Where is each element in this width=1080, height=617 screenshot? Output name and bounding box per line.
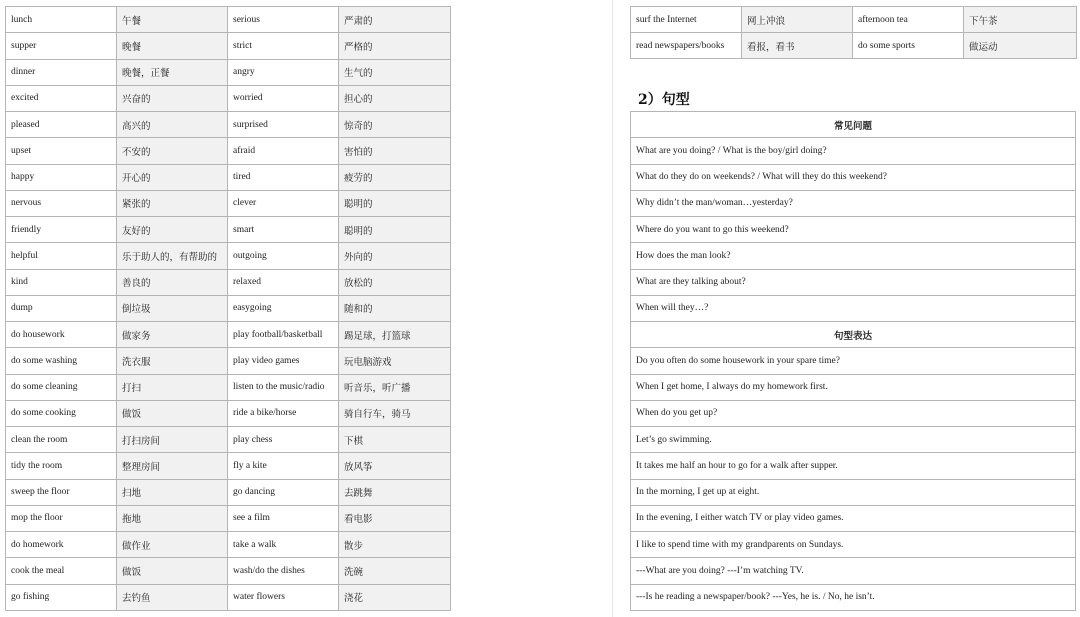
- english-term: helpful: [6, 243, 117, 269]
- question-sentence: What are they talking about?: [631, 269, 1076, 295]
- vocab-row: [6, 7, 451, 33]
- vocab-row: [6, 217, 451, 243]
- question-sentence-row: [631, 164, 1076, 190]
- chinese-meaning: 外向的: [339, 243, 451, 269]
- english-term: mop the floor: [6, 505, 117, 531]
- english-term: nervous: [6, 190, 117, 216]
- english-term: play chess: [228, 427, 339, 453]
- vocab-row: [6, 243, 451, 269]
- chinese-meaning: 扫地: [117, 479, 228, 505]
- chinese-meaning: 严格的: [339, 33, 451, 59]
- chinese-meaning: 骑自行车，骑马: [339, 400, 451, 426]
- chinese-meaning: 下午茶: [964, 7, 1077, 33]
- expression-sentence-row: [631, 505, 1076, 531]
- english-term: worried: [228, 85, 339, 111]
- english-term: relaxed: [228, 269, 339, 295]
- chinese-meaning: 洗衣服: [117, 348, 228, 374]
- questions-header: 常见问题: [631, 112, 1076, 138]
- expression-sentence: Let’s go swimming.: [631, 427, 1076, 453]
- english-term: friendly: [6, 217, 117, 243]
- question-sentence: Why didn’t the man/woman…yesterday?: [631, 190, 1076, 216]
- question-sentence: Where do you want to go this weekend?: [631, 217, 1076, 243]
- english-term: take a walk: [228, 532, 339, 558]
- chinese-meaning: 放风筝: [339, 453, 451, 479]
- vocab-row: [6, 190, 451, 216]
- chinese-meaning: 打扫: [117, 374, 228, 400]
- english-term: do housework: [6, 322, 117, 348]
- expressions-header-row: [631, 322, 1076, 348]
- vocab-row: [6, 112, 451, 138]
- chinese-meaning: 去跳舞: [339, 479, 451, 505]
- question-sentence: When will they…?: [631, 295, 1076, 321]
- english-term: angry: [228, 59, 339, 85]
- vocab-row: [6, 532, 451, 558]
- vocab-row: [6, 374, 451, 400]
- english-term: surprised: [228, 112, 339, 138]
- vocab-row: [6, 400, 451, 426]
- vocab-row: [631, 33, 1077, 59]
- vocab-row: [6, 269, 451, 295]
- english-term: ride a bike/horse: [228, 400, 339, 426]
- chinese-meaning: 不安的: [117, 138, 228, 164]
- english-term: do some cooking: [6, 400, 117, 426]
- question-sentence-row: [631, 295, 1076, 321]
- expression-sentence: When I get home, I always do my homework first.: [631, 374, 1076, 400]
- expressions-header: 句型表达: [631, 322, 1076, 348]
- expression-sentence-row: [631, 453, 1076, 479]
- question-sentence-row: [631, 217, 1076, 243]
- chinese-meaning: 踢足球，打篮球: [339, 322, 451, 348]
- chinese-meaning: 看电影: [339, 505, 451, 531]
- sentence-patterns-table: [630, 111, 1076, 611]
- chinese-meaning: 打扫房间: [117, 427, 228, 453]
- question-sentence: What do they do on weekends? / What will they do this weekend?: [631, 164, 1076, 190]
- chinese-meaning: 疲劳的: [339, 164, 451, 190]
- expression-sentence: ---What are you doing? ---I’m watching TV.: [631, 558, 1076, 584]
- english-term: lunch: [6, 7, 117, 33]
- chinese-meaning: 聪明的: [339, 190, 451, 216]
- expression-sentence-row: [631, 374, 1076, 400]
- english-term: dinner: [6, 59, 117, 85]
- chinese-meaning: 网上冲浪: [742, 7, 853, 33]
- chinese-meaning: 善良的: [117, 269, 228, 295]
- expression-sentence: ---Is he reading a newspaper/book? ---Yes, he is. / No, he isn’t.: [631, 584, 1076, 611]
- chinese-meaning: 惊奇的: [339, 112, 451, 138]
- english-term: water flowers: [228, 584, 339, 611]
- chinese-meaning: 拖地: [117, 505, 228, 531]
- expression-sentence: I like to spend time with my grandparents on Sundays.: [631, 532, 1076, 558]
- english-term: do some cleaning: [6, 374, 117, 400]
- chinese-meaning: 午餐: [117, 7, 228, 33]
- chinese-meaning: 听音乐，听广播: [339, 374, 451, 400]
- vocab-row: [6, 59, 451, 85]
- expression-sentence-row: [631, 532, 1076, 558]
- vocab-row: [6, 479, 451, 505]
- chinese-meaning: 害怕的: [339, 138, 451, 164]
- chinese-meaning: 做作业: [117, 532, 228, 558]
- questions-header-row: [631, 112, 1076, 138]
- english-term: afraid: [228, 138, 339, 164]
- vocabulary-table-left: [5, 6, 451, 611]
- section-heading: 2）句型: [638, 92, 690, 108]
- expression-sentence-row: [631, 400, 1076, 426]
- english-term: outgoing: [228, 243, 339, 269]
- english-term: smart: [228, 217, 339, 243]
- english-term: clean the room: [6, 427, 117, 453]
- english-term: fly a kite: [228, 453, 339, 479]
- vocab-row: [6, 85, 451, 111]
- question-sentence: How does the man look?: [631, 243, 1076, 269]
- english-term: surf the Internet: [631, 7, 742, 33]
- chinese-meaning: 整理房间: [117, 453, 228, 479]
- chinese-meaning: 随和的: [339, 295, 451, 321]
- english-term: play video games: [228, 348, 339, 374]
- question-sentence-row: [631, 269, 1076, 295]
- chinese-meaning: 玩电脑游戏: [339, 348, 451, 374]
- english-term: do homework: [6, 532, 117, 558]
- expression-sentence-row: [631, 479, 1076, 505]
- chinese-meaning: 做运动: [964, 33, 1077, 59]
- question-sentence: What are you doing? / What is the boy/girl doing?: [631, 138, 1076, 164]
- expression-sentence: When do you get up?: [631, 400, 1076, 426]
- question-sentence-row: [631, 190, 1076, 216]
- english-term: do some washing: [6, 348, 117, 374]
- english-term: tidy the room: [6, 453, 117, 479]
- english-term: see a film: [228, 505, 339, 531]
- english-term: kind: [6, 269, 117, 295]
- chinese-meaning: 开心的: [117, 164, 228, 190]
- chinese-meaning: 兴奋的: [117, 85, 228, 111]
- vocab-row: [6, 33, 451, 59]
- page-divider: [612, 0, 613, 617]
- expression-sentence: Do you often do some housework in your spare time?: [631, 348, 1076, 374]
- chinese-meaning: 友好的: [117, 217, 228, 243]
- chinese-meaning: 倒垃圾: [117, 295, 228, 321]
- english-term: go fishing: [6, 584, 117, 611]
- english-term: wash/do the dishes: [228, 558, 339, 584]
- expression-sentence-row: [631, 558, 1076, 584]
- english-term: listen to the music/radio: [228, 374, 339, 400]
- english-term: go dancing: [228, 479, 339, 505]
- english-term: serious: [228, 7, 339, 33]
- english-term: read newspapers/books: [631, 33, 742, 59]
- english-term: clever: [228, 190, 339, 216]
- vocab-row: [6, 558, 451, 584]
- chinese-meaning: 晚餐: [117, 33, 228, 59]
- chinese-meaning: 严肃的: [339, 7, 451, 33]
- chinese-meaning: 放松的: [339, 269, 451, 295]
- english-term: supper: [6, 33, 117, 59]
- english-term: strict: [228, 33, 339, 59]
- chinese-meaning: 看报，看书: [742, 33, 853, 59]
- expression-sentence-row: [631, 584, 1076, 611]
- question-sentence-row: [631, 243, 1076, 269]
- chinese-meaning: 生气的: [339, 59, 451, 85]
- chinese-meaning: 晚餐，正餐: [117, 59, 228, 85]
- english-term: afternoon tea: [853, 7, 964, 33]
- vocab-row: [6, 348, 451, 374]
- english-term: excited: [6, 85, 117, 111]
- expression-sentence: It takes me half an hour to go for a walk after supper.: [631, 453, 1076, 479]
- chinese-meaning: 下棋: [339, 427, 451, 453]
- chinese-meaning: 浇花: [339, 584, 451, 611]
- chinese-meaning: 洗碗: [339, 558, 451, 584]
- english-term: tired: [228, 164, 339, 190]
- english-term: sweep the floor: [6, 479, 117, 505]
- question-sentence-row: [631, 138, 1076, 164]
- expression-sentence: In the evening, I either watch TV or play video games.: [631, 505, 1076, 531]
- vocab-row: [6, 295, 451, 321]
- english-term: dump: [6, 295, 117, 321]
- chinese-meaning: 去钓鱼: [117, 584, 228, 611]
- english-term: play football/basketball: [228, 322, 339, 348]
- chinese-meaning: 做饭: [117, 558, 228, 584]
- english-term: pleased: [6, 112, 117, 138]
- english-term: upset: [6, 138, 117, 164]
- chinese-meaning: 担心的: [339, 85, 451, 111]
- chinese-meaning: 聪明的: [339, 217, 451, 243]
- vocab-row: [6, 322, 451, 348]
- expression-sentence: In the morning, I get up at eight.: [631, 479, 1076, 505]
- english-term: do some sports: [853, 33, 964, 59]
- vocab-row: [6, 138, 451, 164]
- chinese-meaning: 乐于助人的，有帮助的: [117, 243, 228, 269]
- vocabulary-table-right: [630, 6, 1077, 59]
- chinese-meaning: 做饭: [117, 400, 228, 426]
- vocab-row: [6, 453, 451, 479]
- chinese-meaning: 紧张的: [117, 190, 228, 216]
- english-term: easygoing: [228, 295, 339, 321]
- chinese-meaning: 高兴的: [117, 112, 228, 138]
- vocab-row: [631, 7, 1077, 33]
- english-term: cook the meal: [6, 558, 117, 584]
- vocab-row: [6, 584, 451, 611]
- chinese-meaning: 散步: [339, 532, 451, 558]
- expression-sentence-row: [631, 427, 1076, 453]
- english-term: happy: [6, 164, 117, 190]
- vocab-row: [6, 427, 451, 453]
- vocab-row: [6, 164, 451, 190]
- vocab-row: [6, 505, 451, 531]
- chinese-meaning: 做家务: [117, 322, 228, 348]
- expression-sentence-row: [631, 348, 1076, 374]
